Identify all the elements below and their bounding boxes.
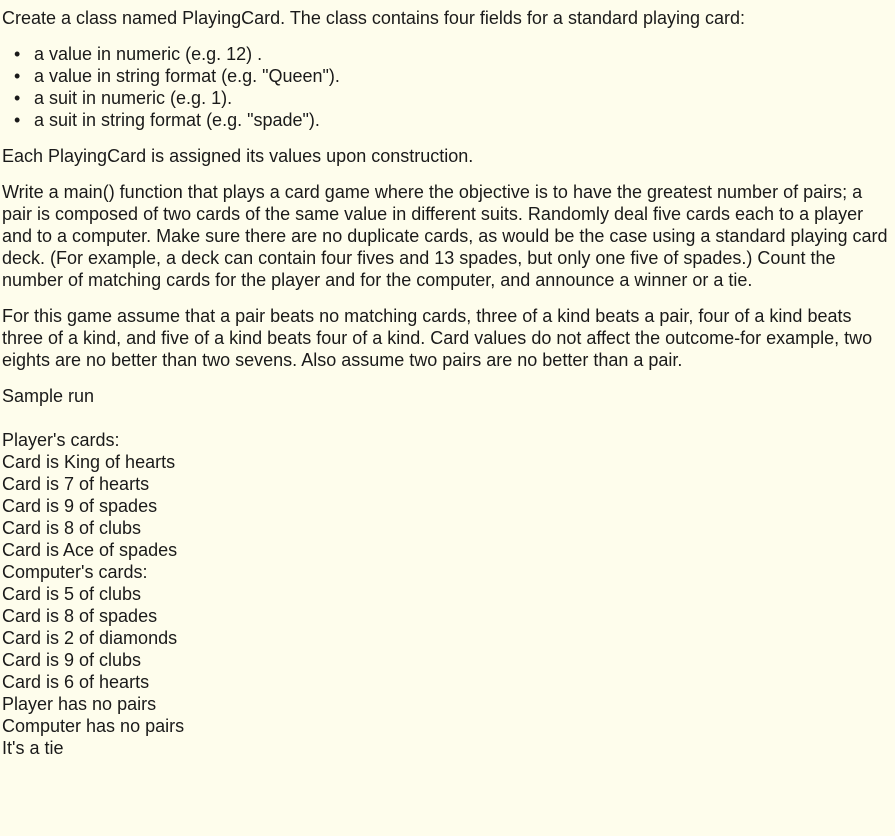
output-line: Card is 8 of spades <box>2 606 158 626</box>
output-line: Card is Ace of spades <box>2 540 178 560</box>
output-line: Card is King of hearts <box>2 452 176 472</box>
field-text: a value in string format (e.g. "Queen"). <box>34 66 340 86</box>
bullet-icon: • <box>14 110 21 130</box>
fields-list <box>2 43 889 131</box>
intro-text: Create a class named PlayingCard. The class contains four fields for a standard playing card: <box>2 8 746 28</box>
sample-output <box>2 429 889 759</box>
output-line: Player's cards: <box>2 430 120 450</box>
output-line: Player has no pairs <box>2 694 157 714</box>
output-line: Card is 8 of clubs <box>2 518 142 538</box>
field-text: a suit in string format (e.g. "spade"). <box>34 110 320 130</box>
list-item <box>14 43 889 65</box>
list-item <box>14 109 889 131</box>
sample-run-heading: Sample run <box>2 386 95 406</box>
output-line: Card is 2 of diamonds <box>2 628 178 648</box>
output-line: Computer's cards: <box>2 562 148 582</box>
output-line: Card is 6 of hearts <box>2 672 150 692</box>
list-item <box>14 65 889 87</box>
list-item <box>14 87 889 109</box>
output-line: Computer has no pairs <box>2 716 185 736</box>
output-line: It's a tie <box>2 738 64 758</box>
main-description-text: Write a main() function that plays a card game where the objective is to have the greatest number of pairs; a pair is composed of two cards of the same value in different suits. Randomly deal five cards each to a player and to a computer. Make sure there are no duplicate cards, as would be the case using a standard playing card deck. (For example, a deck can contain four fives and 13 spades, but only one five of spades.) Count the number of matching cards for the player and for the computer, and announce a winner or a tie. <box>2 182 888 290</box>
output-line: Card is 9 of spades <box>2 496 158 516</box>
field-text: a suit in numeric (e.g. 1). <box>34 88 233 108</box>
bullet-icon: • <box>14 88 21 108</box>
rules-text: For this game assume that a pair beats no matching cards, three of a kind beats a pair, four of a kind beats three of a kind, and five of a kind beats four of a kind. Card values do not affect the outcome-for example, two eights are no better than two sevens. Also assume two pairs are no better than a pair. <box>2 306 873 370</box>
output-line: Card is 7 of hearts <box>2 474 150 494</box>
bullet-icon: • <box>14 66 21 86</box>
output-line: Card is 5 of clubs <box>2 584 142 604</box>
construction-text: Each PlayingCard is assigned its values upon construction. <box>2 146 474 166</box>
bullet-icon: • <box>14 44 21 64</box>
output-line: Card is 9 of clubs <box>2 650 142 670</box>
field-text: a value in numeric (e.g. 12) . <box>34 44 263 64</box>
